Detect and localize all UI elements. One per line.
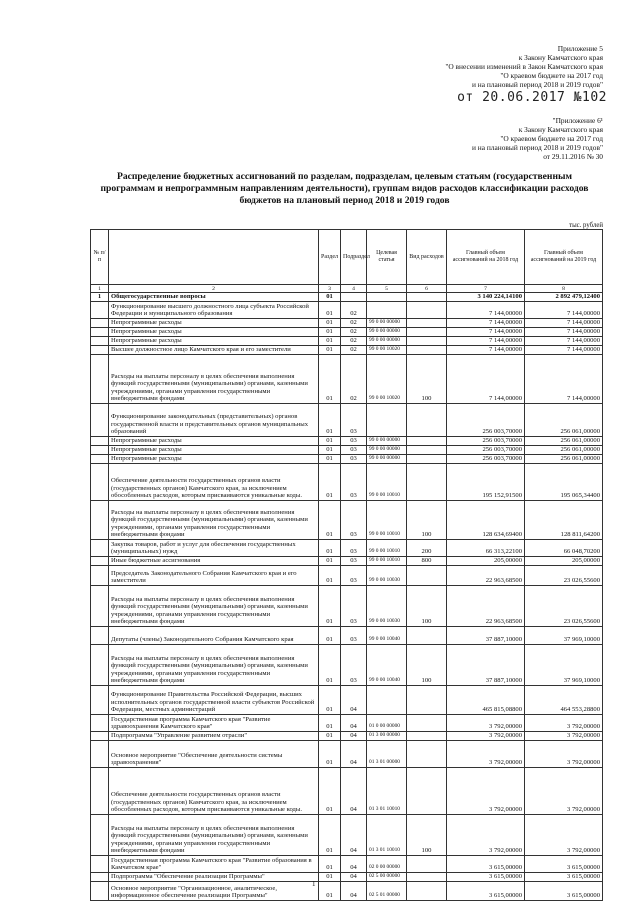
row-section: 01 <box>319 645 341 686</box>
row-amount-2018: 7 144,00000 <box>447 328 525 337</box>
row-number <box>91 768 109 815</box>
row-expense-type <box>407 446 447 455</box>
row-amount-2018: 3 792,00000 <box>447 732 525 741</box>
row-section: 01 <box>319 501 341 540</box>
row-amount-2018: 3 615,00000 <box>447 856 525 873</box>
table-row <box>91 768 603 815</box>
table-row <box>91 566 603 586</box>
row-expense-type <box>407 627 447 645</box>
row-section: 01 <box>319 882 341 901</box>
row-section: 01 <box>319 768 341 815</box>
row-expense-type: 100 <box>407 815 447 856</box>
row-subsection: 02 <box>341 319 367 328</box>
row-subsection: 03 <box>341 645 367 686</box>
row-number <box>91 741 109 768</box>
row-number <box>91 540 109 557</box>
row-expense-type <box>407 873 447 882</box>
column-number-row <box>91 285 603 293</box>
row-expense-type: 800 <box>407 557 447 566</box>
row-name: Председатель Законодательного Собрания Камчатского края и его заместители <box>109 566 319 586</box>
table-row <box>91 293 603 302</box>
row-name: Высшее должностное лицо Камчатского края и его заместители <box>109 346 319 355</box>
col-header-amount-2019: Главный объем ассигнований на 2019 год <box>525 230 603 285</box>
col-header-name <box>109 230 319 285</box>
row-number <box>91 815 109 856</box>
row-number <box>91 346 109 355</box>
row-expense-type: 100 <box>407 501 447 540</box>
row-amount-2018: 205,00000 <box>447 557 525 566</box>
row-expense-type: 200 <box>407 540 447 557</box>
column-number: 5 <box>367 285 407 293</box>
row-number <box>91 437 109 446</box>
row-amount-2019: 2 892 479,12400 <box>525 293 603 302</box>
header-line: "О краевом бюджете на 2017 год <box>500 134 603 143</box>
row-subsection: 04 <box>341 715 367 732</box>
row-amount-2019: 3 792,00000 <box>525 741 603 768</box>
row-amount-2019: 7 144,00000 <box>525 328 603 337</box>
table-row <box>91 501 603 540</box>
header-line: к Закону Камчатского края <box>518 53 603 62</box>
row-amount-2019: 256 061,00000 <box>525 455 603 464</box>
table-row <box>91 586 603 627</box>
header-line: к Закону Камчатского края <box>518 125 603 134</box>
table-row <box>91 464 603 501</box>
row-target-article: 99 0 00 10020 <box>367 346 407 355</box>
row-amount-2019: 37 969,10000 <box>525 627 603 645</box>
row-section: 01 <box>319 337 341 346</box>
row-name: Расходы на выплаты персоналу в целях обеспечения выполнения функций государственными (муниципальными) органами, казенными учреждениями, органами управления государственными внебюджетными фондами <box>109 586 319 627</box>
row-name: Непрограммные расходы <box>109 455 319 464</box>
row-amount-2018: 7 144,00000 <box>447 302 525 319</box>
row-expense-type <box>407 302 447 319</box>
col-header-amount-2018: Главный объем ассигнований на 2018 год <box>447 230 525 285</box>
row-name: Основное мероприятие "Организационное, аналитическое, информационное обеспечение реализации Программы" <box>109 882 319 901</box>
row-name: Депутаты (члены) Законодательного Собрания Камчатского края <box>109 627 319 645</box>
row-number <box>91 455 109 464</box>
row-number: 1 <box>91 293 109 302</box>
row-expense-type <box>407 715 447 732</box>
appendix-header-amendment <box>445 44 603 89</box>
column-number: 8 <box>525 285 603 293</box>
row-amount-2018: 7 144,00000 <box>447 346 525 355</box>
row-target-article: 99 0 00 10040 <box>367 645 407 686</box>
row-expense-type <box>407 455 447 464</box>
row-subsection: 03 <box>341 586 367 627</box>
row-amount-2018: 465 815,08800 <box>447 686 525 715</box>
row-amount-2019: 7 144,00000 <box>525 337 603 346</box>
row-amount-2018: 37 887,10000 <box>447 645 525 686</box>
table-row <box>91 715 603 732</box>
row-subsection: 04 <box>341 815 367 856</box>
row-target-article: 99 0 00 00000 <box>367 446 407 455</box>
row-amount-2019: 66 048,70200 <box>525 540 603 557</box>
page-number: 1 <box>312 880 316 888</box>
row-amount-2019: 7 144,00000 <box>525 346 603 355</box>
row-subsection: 04 <box>341 856 367 873</box>
column-number: 6 <box>407 285 447 293</box>
row-subsection: 03 <box>341 437 367 446</box>
header-line: от 29.11.2016 № 30 <box>543 152 603 161</box>
row-subsection: 03 <box>341 404 367 437</box>
row-section: 01 <box>319 404 341 437</box>
row-expense-type <box>407 732 447 741</box>
row-section: 01 <box>319 741 341 768</box>
row-number <box>91 882 109 901</box>
row-section: 01 <box>319 293 341 302</box>
table-row <box>91 856 603 873</box>
row-number <box>91 645 109 686</box>
row-expense-type <box>407 337 447 346</box>
row-number <box>91 873 109 882</box>
table-row <box>91 815 603 856</box>
row-target-article: 01 3 00 00000 <box>367 732 407 741</box>
document-title: Распределение бюджетных ассигнований по разделам, подразделам, целевым статьям (государственным программам и непрограммным направлениям деятельности), группам видов расходов классификации расходов бюджетов на плановый период 2018 и 2019 годов <box>100 171 589 206</box>
row-section: 01 <box>319 437 341 446</box>
row-name: Государственная программа Камчатского края "Развитие образования в Камчатском крае" <box>109 856 319 873</box>
row-amount-2018: 256 003,70000 <box>447 446 525 455</box>
row-name: Функционирование Правительства Российской Федерации, высших исполнительных органов государственной власти субъектов Российской Федерации, местных администраций <box>109 686 319 715</box>
row-target-article <box>367 302 407 319</box>
row-subsection: 04 <box>341 686 367 715</box>
row-name: Общегосударственные вопросы <box>109 293 319 302</box>
row-target-article: 01 3 01 00000 <box>367 741 407 768</box>
table-row <box>91 328 603 337</box>
row-amount-2018: 3 792,00000 <box>447 741 525 768</box>
row-expense-type <box>407 768 447 815</box>
row-section: 01 <box>319 873 341 882</box>
row-expense-type <box>407 464 447 501</box>
row-number <box>91 627 109 645</box>
row-name: Подпрограмма "Обеспечение реализации Программы" <box>109 873 319 882</box>
header-line: "О внесении изменений в Закон Камчатского края <box>445 62 603 71</box>
row-name: Государственная программа Камчатского края "Развитие здравоохранения Камчатского края" <box>109 715 319 732</box>
table-row <box>91 645 603 686</box>
row-subsection: 02 <box>341 355 367 404</box>
row-amount-2019: 256 061,00000 <box>525 446 603 455</box>
column-number: 2 <box>109 285 319 293</box>
table-row <box>91 319 603 328</box>
row-section: 01 <box>319 355 341 404</box>
row-target-article <box>367 686 407 715</box>
row-amount-2018: 66 313,22100 <box>447 540 525 557</box>
row-section: 01 <box>319 302 341 319</box>
row-subsection: 04 <box>341 741 367 768</box>
row-number <box>91 856 109 873</box>
row-section: 01 <box>319 815 341 856</box>
table-row <box>91 346 603 355</box>
header-line: и на плановый период 2018 и 2019 годов" <box>471 143 603 152</box>
row-amount-2018: 3 792,00000 <box>447 768 525 815</box>
row-name: Расходы на выплаты персоналу в целях обеспечения выполнения функций государственными (муниципальными) органами, казенными учреждениями, органами управления государственными внебюджетными фондами <box>109 501 319 540</box>
row-name: Обеспечение деятельности государственных органов власти (государственных органов) Камчатского края, за исключением обособленных расходов, которым присваиваются уникальные коды. <box>109 768 319 815</box>
row-target-article: 99 0 00 10010 <box>367 464 407 501</box>
col-header-section: Раздел <box>319 230 341 285</box>
row-number <box>91 501 109 540</box>
row-expense-type <box>407 404 447 437</box>
row-expense-type <box>407 741 447 768</box>
table-row <box>91 627 603 645</box>
row-section: 01 <box>319 455 341 464</box>
row-target-article: 01 0 00 00000 <box>367 715 407 732</box>
row-number <box>91 337 109 346</box>
row-target-article: 02 0 00 00000 <box>367 856 407 873</box>
row-number <box>91 328 109 337</box>
row-number <box>91 715 109 732</box>
column-number: 3 <box>319 285 341 293</box>
row-section: 01 <box>319 557 341 566</box>
row-subsection: 02 <box>341 346 367 355</box>
row-name: Расходы на выплаты персоналу в целях обеспечения выполнения функций государственными (муниципальными) органами, казенными учреждениями, органами управления государственными внебюджетными фондами <box>109 645 319 686</box>
row-amount-2018: 22 963,68500 <box>447 586 525 627</box>
row-amount-2019: 3 792,00000 <box>525 815 603 856</box>
row-target-article: 99 0 00 00000 <box>367 437 407 446</box>
row-target-article: 99 0 00 10030 <box>367 586 407 627</box>
row-amount-2018: 256 003,70000 <box>447 437 525 446</box>
row-amount-2019: 464 553,28800 <box>525 686 603 715</box>
col-header-subsection: Подраздел <box>341 230 367 285</box>
row-amount-2019: 7 144,00000 <box>525 302 603 319</box>
row-section: 01 <box>319 627 341 645</box>
row-amount-2018: 7 144,00000 <box>447 355 525 404</box>
row-name: Непрограммные расходы <box>109 446 319 455</box>
row-amount-2019: 3 792,00000 <box>525 715 603 732</box>
row-target-article: 02 5 01 00000 <box>367 882 407 901</box>
row-section: 01 <box>319 346 341 355</box>
row-number <box>91 686 109 715</box>
row-amount-2018: 256 003,70000 <box>447 455 525 464</box>
row-subsection <box>341 293 367 302</box>
row-name: Подпрограмма "Управление развитием отрасли" <box>109 732 319 741</box>
row-target-article: 99 0 00 00000 <box>367 337 407 346</box>
row-subsection: 04 <box>341 882 367 901</box>
table-row <box>91 882 603 901</box>
row-section: 01 <box>319 586 341 627</box>
row-name: Непрограммные расходы <box>109 337 319 346</box>
row-subsection: 02 <box>341 328 367 337</box>
row-target-article: 99 0 00 10030 <box>367 566 407 586</box>
units-label: тыс. рублей <box>569 222 603 229</box>
row-number <box>91 355 109 404</box>
table-row <box>91 302 603 319</box>
row-subsection: 03 <box>341 540 367 557</box>
row-section: 01 <box>319 686 341 715</box>
row-amount-2019: 256 061,00000 <box>525 404 603 437</box>
row-amount-2019: 23 026,55600 <box>525 586 603 627</box>
row-amount-2019: 205,00000 <box>525 557 603 566</box>
row-amount-2018: 3 792,00000 <box>447 815 525 856</box>
row-amount-2019: 195 065,34400 <box>525 464 603 501</box>
row-section: 01 <box>319 319 341 328</box>
table-row <box>91 873 603 882</box>
row-target-article: 99 0 00 10010 <box>367 557 407 566</box>
row-amount-2019: 128 811,64200 <box>525 501 603 540</box>
table-row <box>91 732 603 741</box>
row-expense-type <box>407 566 447 586</box>
row-target-article: 99 0 00 10010 <box>367 540 407 557</box>
row-target-article: 99 0 00 00000 <box>367 455 407 464</box>
table-row <box>91 557 603 566</box>
row-amount-2018: 3 615,00000 <box>447 873 525 882</box>
row-section: 01 <box>319 856 341 873</box>
table-row <box>91 446 603 455</box>
table-row <box>91 540 603 557</box>
row-amount-2019: 256 061,00000 <box>525 437 603 446</box>
row-target-article: 99 0 00 00000 <box>367 319 407 328</box>
table-row <box>91 337 603 346</box>
row-number <box>91 302 109 319</box>
table-row <box>91 355 603 404</box>
row-expense-type <box>407 686 447 715</box>
row-number <box>91 732 109 741</box>
row-number <box>91 557 109 566</box>
row-name: Непрограммные расходы <box>109 319 319 328</box>
row-name: Функционирование высшего должностного лица субъекта Российской Федерации и муниципального образования <box>109 302 319 319</box>
row-amount-2019: 3 792,00000 <box>525 732 603 741</box>
table-row <box>91 455 603 464</box>
row-name: Закупка товаров, работ и услуг для обеспечения государственных (муниципальных) нужд <box>109 540 319 557</box>
table-row <box>91 686 603 715</box>
row-subsection: 02 <box>341 337 367 346</box>
row-section: 01 <box>319 464 341 501</box>
header-line: "Приложение 6¹ <box>552 116 603 125</box>
row-expense-type <box>407 293 447 302</box>
row-amount-2018: 7 144,00000 <box>447 337 525 346</box>
row-name: Непрограммные расходы <box>109 328 319 337</box>
row-subsection: 03 <box>341 455 367 464</box>
row-amount-2019: 3 615,00000 <box>525 882 603 901</box>
row-amount-2019: 23 026,55600 <box>525 566 603 586</box>
row-subsection: 03 <box>341 566 367 586</box>
row-subsection: 02 <box>341 302 367 319</box>
col-header-number: № п/п <box>91 230 109 285</box>
row-target-article: 99 0 00 00000 <box>367 328 407 337</box>
row-amount-2019: 37 969,10000 <box>525 645 603 686</box>
row-name: Расходы на выплаты персоналу в целях обеспечения выполнения функций государственными (муниципальными) органами, казенными учреждениями, органами управления государственными внебюджетными фондами <box>109 355 319 404</box>
row-expense-type: 100 <box>407 645 447 686</box>
row-target-article: 01 3 01 10010 <box>367 815 407 856</box>
row-name: Функционирование законодательных (представительных) органов государственной власти и представительных органов муниципальных образований <box>109 404 319 437</box>
row-target-article: 01 3 01 10010 <box>367 768 407 815</box>
table-row <box>91 437 603 446</box>
appendix-header-original <box>472 116 603 161</box>
row-section: 01 <box>319 446 341 455</box>
row-amount-2019: 3 792,00000 <box>525 768 603 815</box>
row-amount-2018: 128 634,69400 <box>447 501 525 540</box>
row-subsection: 04 <box>341 732 367 741</box>
col-header-expense-type: Вид расходов <box>407 230 447 285</box>
row-name: Обеспечение деятельности государственных органов власти (государственных органов) Камчатского края, за исключением обособленных расходов, которым присваиваются уникальные коды. <box>109 464 319 501</box>
table-row <box>91 404 603 437</box>
row-amount-2018: 7 144,00000 <box>447 319 525 328</box>
row-amount-2018: 37 887,10000 <box>447 627 525 645</box>
row-section: 01 <box>319 715 341 732</box>
row-expense-type <box>407 437 447 446</box>
row-target-article: 99 0 00 10040 <box>367 627 407 645</box>
row-number <box>91 404 109 437</box>
row-amount-2019: 3 615,00000 <box>525 856 603 873</box>
row-expense-type <box>407 346 447 355</box>
row-target-article <box>367 293 407 302</box>
row-subsection: 04 <box>341 768 367 815</box>
row-amount-2019: 3 615,00000 <box>525 873 603 882</box>
header-line: "О краевом бюджете на 2017 год <box>500 71 603 80</box>
row-amount-2018: 256 003,70000 <box>447 404 525 437</box>
row-amount-2018: 22 963,68500 <box>447 566 525 586</box>
row-amount-2018: 195 152,91500 <box>447 464 525 501</box>
row-number <box>91 319 109 328</box>
header-line: и на плановый период 2018 и 2019 годов" <box>471 80 603 89</box>
budget-table <box>90 229 603 901</box>
row-expense-type <box>407 319 447 328</box>
row-expense-type <box>407 882 447 901</box>
table-header-row <box>91 230 603 285</box>
column-number: 4 <box>341 285 367 293</box>
row-expense-type: 100 <box>407 586 447 627</box>
row-subsection: 03 <box>341 557 367 566</box>
row-target-article: 02 5 00 00000 <box>367 873 407 882</box>
row-amount-2019: 7 144,00000 <box>525 319 603 328</box>
row-name: Расходы на выплаты персоналу в целях обеспечения выполнения функций государственными (муниципальными) органами, казенными учреждениями, органами управления государственными внебюджетными фондами <box>109 815 319 856</box>
row-expense-type: 100 <box>407 355 447 404</box>
column-number: 1 <box>91 285 109 293</box>
row-name: Иные бюджетные ассигнования <box>109 557 319 566</box>
row-amount-2018: 3 615,00000 <box>447 882 525 901</box>
row-amount-2018: 3 792,00000 <box>447 715 525 732</box>
table-row <box>91 741 603 768</box>
row-target-article <box>367 404 407 437</box>
row-amount-2019: 7 144,00000 <box>525 355 603 404</box>
row-expense-type <box>407 328 447 337</box>
row-number <box>91 586 109 627</box>
column-number: 7 <box>447 285 525 293</box>
row-expense-type <box>407 856 447 873</box>
row-section: 01 <box>319 540 341 557</box>
row-name: Непрограммные расходы <box>109 437 319 446</box>
row-target-article: 99 0 00 10010 <box>367 501 407 540</box>
row-target-article: 99 0 00 10020 <box>367 355 407 404</box>
row-number <box>91 566 109 586</box>
date-number-stamp: от 20.06.2017 №102 <box>457 90 607 105</box>
row-subsection: 03 <box>341 464 367 501</box>
row-subsection: 03 <box>341 501 367 540</box>
header-line: Приложение 5 <box>557 44 603 53</box>
row-section: 01 <box>319 732 341 741</box>
row-section: 01 <box>319 328 341 337</box>
row-name: Основное мероприятие "Обеспечение деятельности системы здравоохранения" <box>109 741 319 768</box>
row-number <box>91 446 109 455</box>
row-subsection: 04 <box>341 873 367 882</box>
col-header-target-article: Целевая статья <box>367 230 407 285</box>
row-section: 01 <box>319 566 341 586</box>
row-subsection: 03 <box>341 446 367 455</box>
row-number <box>91 464 109 501</box>
row-subsection: 03 <box>341 627 367 645</box>
row-amount-2018: 3 140 224,14100 <box>447 293 525 302</box>
